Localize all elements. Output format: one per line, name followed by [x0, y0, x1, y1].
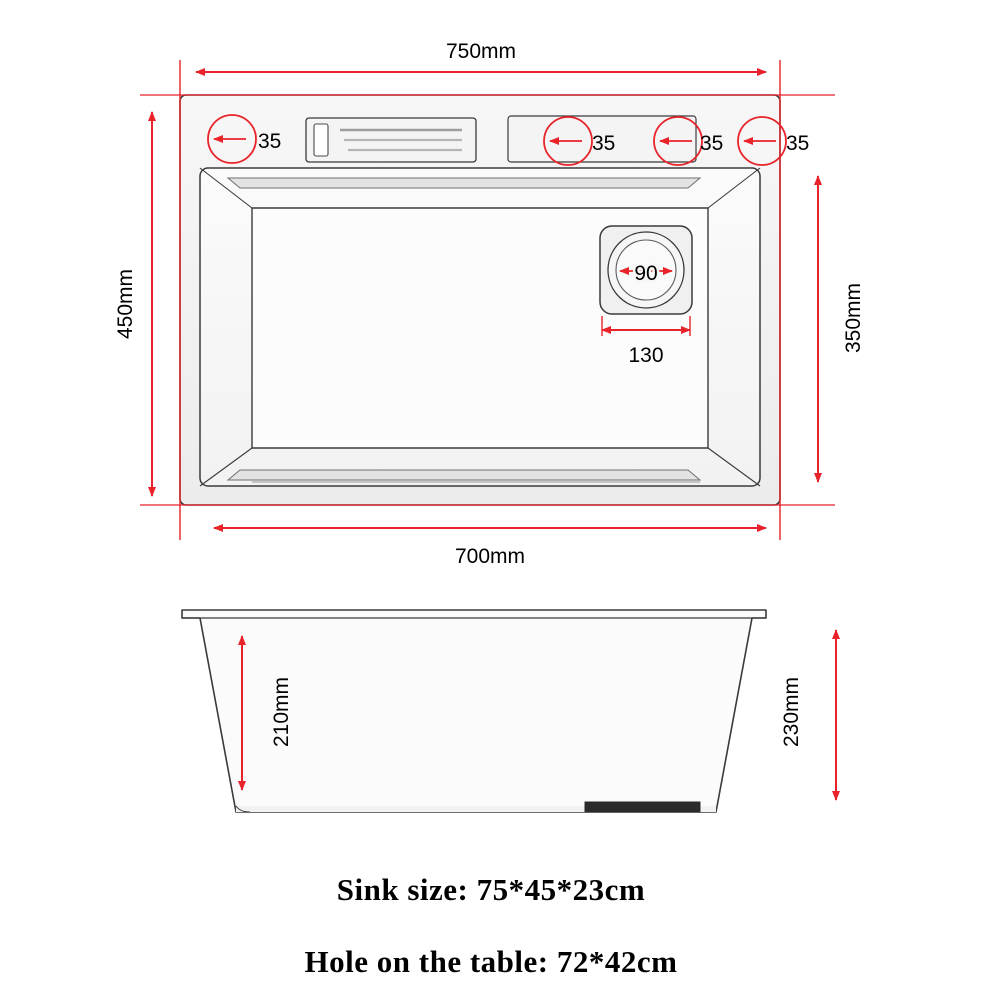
dim-drain-box-width: 130 — [628, 344, 664, 367]
tap-hole-2-label: 35 — [592, 132, 616, 155]
dim-drain-diameter: 90 — [634, 262, 658, 285]
tap-hole-3-label: 35 — [700, 132, 724, 155]
tap-hole-1-label: 35 — [258, 130, 282, 153]
top-view-sink-body — [180, 95, 780, 505]
dim-outer-depth: 230mm — [780, 676, 803, 748]
caption-hole-size: Hole on the table: 72*42cm — [304, 944, 678, 979]
dim-inner-depth: 210mm — [270, 676, 293, 748]
caption-sink-size: Sink size: 75*45*23cm — [336, 872, 646, 907]
dim-left-height: 450mm — [114, 268, 137, 340]
dim-top-width: 750mm — [445, 40, 517, 63]
dim-bottom-width: 700mm — [454, 545, 526, 568]
tap-hole-4-label: 35 — [786, 132, 810, 155]
deck-accessory-slot — [306, 118, 476, 162]
dim-right-height: 350mm — [842, 282, 865, 354]
